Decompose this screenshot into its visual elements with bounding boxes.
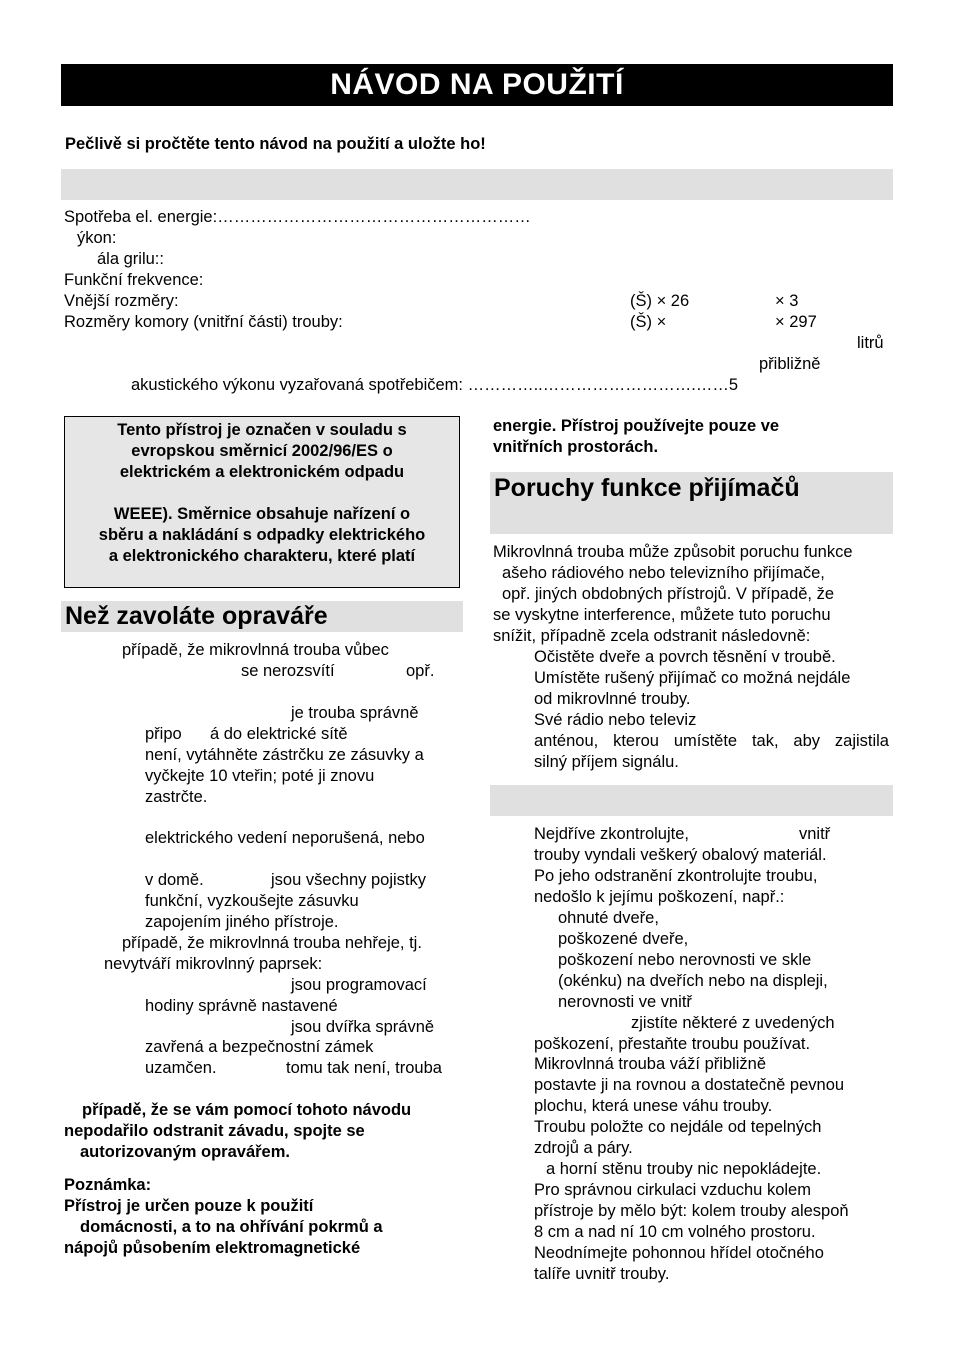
note-line: nápojů působením elektromagnetické — [64, 1239, 361, 1257]
weee-notice-box — [64, 416, 460, 588]
install-line: přístroje by mělo být: kolem trouby alespoň — [534, 1202, 849, 1220]
repair-line: jsou programovací — [291, 976, 427, 994]
repair-line: funkční, vyzkoušejte zásuvku — [145, 892, 359, 910]
interference-heading: Poruchy funkce přijímačů — [494, 474, 800, 502]
install-line: Pro správnou cirkulaci vzduchu kolem — [534, 1181, 811, 1199]
energy-line: energie. Přístroj používejte pouze ve — [493, 417, 780, 435]
repair-line: zastrčte. — [145, 788, 208, 806]
repair-line: jsou všechny pojistky — [271, 871, 426, 889]
interference-line: opř. jiných obdobných přístrojů. V případě, že — [502, 585, 835, 603]
install-line: Troubu položte co nejdále od tepelných — [534, 1118, 822, 1136]
spec-frequency: Funkční frekvence: — [64, 271, 204, 289]
note-line: Přístroj je určen pouze k použití — [64, 1197, 314, 1215]
repair-line: zapojením jiného přístroje. — [145, 913, 339, 931]
spec-cavity-width: (Š) × — [630, 313, 667, 331]
install-line: nedošlo k jejímu poškození, např.: — [534, 888, 785, 906]
install-header-bar — [490, 785, 893, 816]
interference-line: ašeho rádiového nebo televizního přijímače, — [502, 564, 825, 582]
spec-cavity-depth: × 297 — [775, 313, 817, 331]
spec-outer-width: (Š) × 26 — [630, 292, 690, 310]
install-line: Nejdříve zkontrolujte, — [534, 825, 689, 843]
install-line: Neodnímejte pohonnou hřídel otočného — [534, 1244, 824, 1262]
install-line: talíře uvnitř trouby. — [534, 1265, 670, 1283]
repair-line: se nerozsvítí — [241, 662, 335, 680]
install-line: poškození nebo nerovnosti ve skle — [558, 951, 812, 969]
repair-line: á do elektrické sítě — [210, 725, 348, 743]
contact-line: autorizovaným opravářem. — [80, 1143, 290, 1161]
spec-outer-label: Vnější rozměry: — [64, 292, 179, 310]
install-line: a horní stěnu trouby nic nepokládejte. — [546, 1160, 822, 1178]
install-line: postavte ji na rovnou a dostatečně pevnou — [534, 1076, 845, 1094]
install-line: Mikrovlnná trouba váží přibližně — [534, 1055, 767, 1073]
weee-line: WEEE). Směrnice obsahuje nařízení o — [113, 505, 411, 523]
repair-line: zavřená a bezpečnostní zámek — [145, 1038, 374, 1056]
repair-line: hodiny správně nastavené — [145, 997, 338, 1015]
page-title: NÁVOD NA POUŽITÍ — [61, 64, 893, 106]
interference-line: anténou, kterou umístěte tak, aby zajistila — [534, 732, 889, 750]
repair-line: připo — [145, 725, 182, 743]
interference-line: se vyskytne interference, můžete tuto poruchu — [493, 606, 831, 624]
install-line: poškozené dveře, — [558, 930, 689, 948]
install-line: Po jeho odstranění zkontrolujte troubu, — [534, 867, 818, 885]
install-line: (okénku) na dveřích nebo na displeji, — [558, 972, 828, 990]
interference-line: Očistěte dveře a povrch těsnění v troubě. — [534, 648, 836, 666]
spec-outer-depth: × 3 — [775, 292, 799, 310]
repair-heading: Než zavoláte opraváře — [65, 602, 328, 630]
repair-line: tomu tak není, trouba — [286, 1059, 442, 1077]
weee-line: evropskou směrnicí 2002/96/ES o — [131, 442, 393, 460]
install-line: plochu, která unese váhu trouby. — [534, 1097, 773, 1115]
contact-line: případě, že se vám pomocí tohoto návodu — [82, 1101, 412, 1119]
repair-line: případě, že mikrovlnná trouba nehřeje, tj. — [122, 934, 422, 952]
repair-line: vyčkejte 10 vteřin; poté ji znovu — [145, 767, 375, 785]
note-line: domácnosti, a to na ohřívání pokrmů a — [80, 1218, 383, 1236]
install-line: trouby vyndali veškerý obalový materiál. — [534, 846, 827, 864]
interference-line: snížit, případně zcela odstranit následovně: — [493, 627, 811, 645]
weee-line: sběru a nakládání s odpadky elektrického — [98, 526, 426, 544]
spec-power: ýkon: — [77, 229, 117, 247]
interference-line: Své rádio nebo televiz — [534, 711, 697, 729]
specs-header-bar — [61, 169, 893, 200]
repair-line: jsou dvířka správně — [291, 1018, 435, 1036]
install-line: zdrojů a páry. — [534, 1139, 633, 1157]
spec-grill: ála grilu:: — [97, 250, 164, 268]
contact-line: nepodařilo odstranit závadu, spojte se — [64, 1122, 365, 1140]
repair-line: uzamčen. — [145, 1059, 217, 1077]
spec-consumption: Spotřeba el. energie:………………………………………………… — [64, 208, 531, 226]
weee-line: a elektronického charakteru, které platí — [108, 547, 416, 565]
interference-line: Mikrovlnná trouba může způsobit poruchu funkce — [493, 543, 853, 561]
repair-line: v domě. — [145, 871, 204, 889]
spec-noise: akustického výkonu vyzařovaná spotřebičem: …………..……………………….……5 — [131, 376, 739, 394]
install-line: nerovnosti ve vnitř — [558, 993, 692, 1011]
interference-line: silný příjem signálu. — [534, 753, 679, 771]
interference-line: od mikrovlnné trouby. — [534, 690, 691, 708]
repair-line: nevytváří mikrovlnný paprsek: — [104, 955, 323, 973]
note-label: Poznámka: — [64, 1176, 152, 1194]
repair-line: je trouba správně — [291, 704, 419, 722]
spec-approx: přibližně — [759, 355, 821, 373]
weee-line: elektrickém a elektronickém odpadu — [119, 463, 405, 481]
install-line: 8 cm a nad ní 10 cm volného prostoru. — [534, 1223, 816, 1241]
install-line: zjistíte některé z uvedených — [631, 1014, 835, 1032]
intro-text: Pečlivě si pročtěte tento návod na použití a uložte ho! — [65, 135, 486, 153]
install-line: vnitř — [799, 825, 831, 843]
repair-line: případě, že mikrovlnná trouba vůbec — [122, 641, 389, 659]
repair-line: opř. — [406, 662, 435, 680]
interference-line: Umístěte rušený přijímač co možná nejdále — [534, 669, 851, 687]
spec-litres: litrů — [857, 334, 884, 352]
install-line: poškození, přestaňte troubu používat. — [534, 1035, 811, 1053]
install-line: ohnuté dveře, — [558, 909, 659, 927]
spec-cavity-label: Rozměry komory (vnitřní části) trouby: — [64, 313, 343, 331]
weee-line: Tento přístroj je označen v souladu s — [117, 421, 407, 439]
repair-line: elektrického vedení neporušená, nebo — [145, 829, 425, 847]
energy-line: vnitřních prostorách. — [493, 438, 659, 456]
repair-line: není, vytáhněte zástrčku ze zásuvky a — [145, 746, 424, 764]
